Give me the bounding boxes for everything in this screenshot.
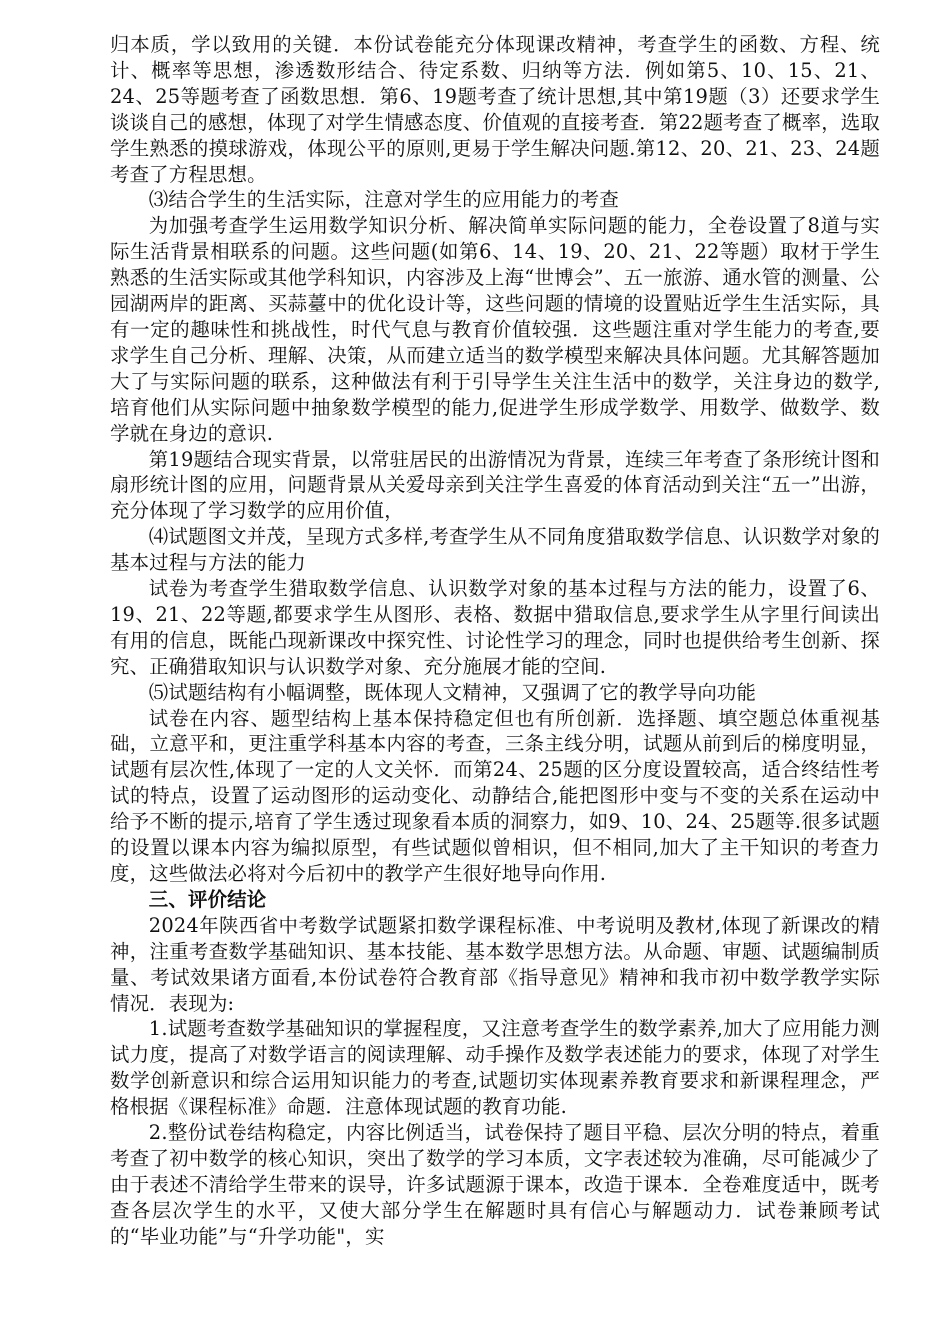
paragraph-structure: 试卷在内容、题型结构上基本保持稳定但也有所创新．选择题、填空题总体重视基础，立意平和，更注重学科基本内容的考查，三条主线分明，试题从前到后的梯度明显，试题有层次性,体现了一定的人文关怀．而第24、25题的区分度设置较高，适合终结性考试的特点，设置了运动图形的运动变化、动静结合,能把图形中变与不变的关系在运动中给予不断的提示,培育了学生透过现象看本质的洞察力，如9、10、24、25题等.很多试题的设置以课本内容为编拟原型，有些试题似曾相识，但不相同,加大了主干知识的考查力度，这些做法必将对今后初中的教学产生很好地导向作用. <box>110 706 880 885</box>
subheading-application: ⑶结合学生的生活实际，注意对学生的应用能力的考查 <box>148 188 619 212</box>
list-item-1: 1.试题考查数学基础知识的掌握程度，又注意考查学生的数学素养,加大了应用能力测试力度，提高了对数学语言的阅读理解、动手操作及数学表述能力的要求，体现了对学生数学创新意识和综合运用知识能力的考查,试题切实体现素养教育要求和新课程理念，严格根据《课程标准》命题．注意体现试题的教育功能. <box>110 1017 880 1119</box>
list-item-2: 2.整份试卷结构稳定，内容比例适当，试卷保持了题目平稳、层次分明的特点，着重考查了初中数学的核心知识，突出了数学的学习本质，文字表述较为准确，尽可能减少了由于表述不清给学生带来的误导，许多试题源于课本，改造于课本．全卷难度适中，既考查各层次学生的水平，又使大部分学生在解题时具有信心与解题动力．试卷兼顾考试的“毕业功能”与“升学功能"，实 <box>110 1121 880 1248</box>
paragraph-conclusion: 2024年陕西省中考数学试题紧扣数学课程标准、中考说明及教材,体现了新课改的精神，注重考查数学基础知识、基本技能、基本数学思想方法。从命题、审题、试题编制质量、考试效果诸方面看,本份试卷符合教育部《指导意见》精神和我市初中数学教学实际情况．表现为: <box>110 913 880 1015</box>
document-page <box>110 32 880 1250</box>
subheading-information: ⑷试题图文并茂，呈现方式多样,考查学生从不同角度猎取数学信息、认识数学对象的基本过程与方法的能力 <box>110 525 881 575</box>
subheading-structure: ⑸试题结构有小幅调整，既体现人文精神，又强调了它的教学导向功能 <box>148 680 757 704</box>
paragraph-information: 试卷为考查学生猎取数学信息、认识数学对象的基本过程与方法的能力，设置了6、19、21、22等题,都要求学生从图形、表格、数据中猎取信息,要求学生从字里行间读出有用的信息，既能凸现新课改中探究性、讨论性学习的理念，同时也提供给考生创新、探究、正确猎取知识与认识数学对象、充分施展才能的空间. <box>110 577 880 678</box>
section-heading-conclusion: 三、评价结论 <box>148 887 267 911</box>
paragraph-question-19: 第19题结合现实背景，以常驻居民的出游情况为背景，连续三年考查了条形统计图和扇形统计图的应用，问题背景从关爱母亲到关注学生喜爱的体育活动到关注“五一”出游，充分体现了学习数学的应用价值， <box>110 447 880 523</box>
paragraph-ideas: 归本质，学以致用的关键．本份试卷能充分体现课改精神，考查学生的函数、方程、统计、概率等思想，渗透数形结合、待定系数、归纳等方法．例如第5、10、15、21、24、25等题考查了函数思想．第6、19题考查了统计思想,其中第19题（3）还要求学生谈谈自己的感想，体现了对学生情感态度、价值观的直接考查．第22题考查了概率，选取学生熟悉的摸球游戏，体现公平的原则,更易于学生解决问题.第12、20、21、23、24题考查了方程思想。 <box>110 33 880 186</box>
paragraph-real-life: 为加强考查学生运用数学知识分析、解决简单实际问题的能力，全卷设置了8道与实际生活背景相联系的问题。这些问题(如第6、14、19、20、21、22等题）取材于学生熟悉的生活实际或其他学科知识，内容涉及上海“世博会”、五一旅游、通水管的测量、公园湖两岸的距离、买蒜薹中的优化设计等，这些问题的情境的设置贴近学生生活实际，具有一定的趣味性和挑战性，时代气息与教育价值较强．这些题注重对学生能力的考查,要求学生自己分析、理解、决策，从而建立适当的数学模型来解决具体问题。尤其解答题加大了与实际问题的联系，这种做法有利于引导学生关注生活中的数学，关注身边的数学,培育他们从实际问题中抽象数学模型的能力,促进学生形成学数学、用数学、做数学、数学就在身边的意识. <box>110 214 880 445</box>
